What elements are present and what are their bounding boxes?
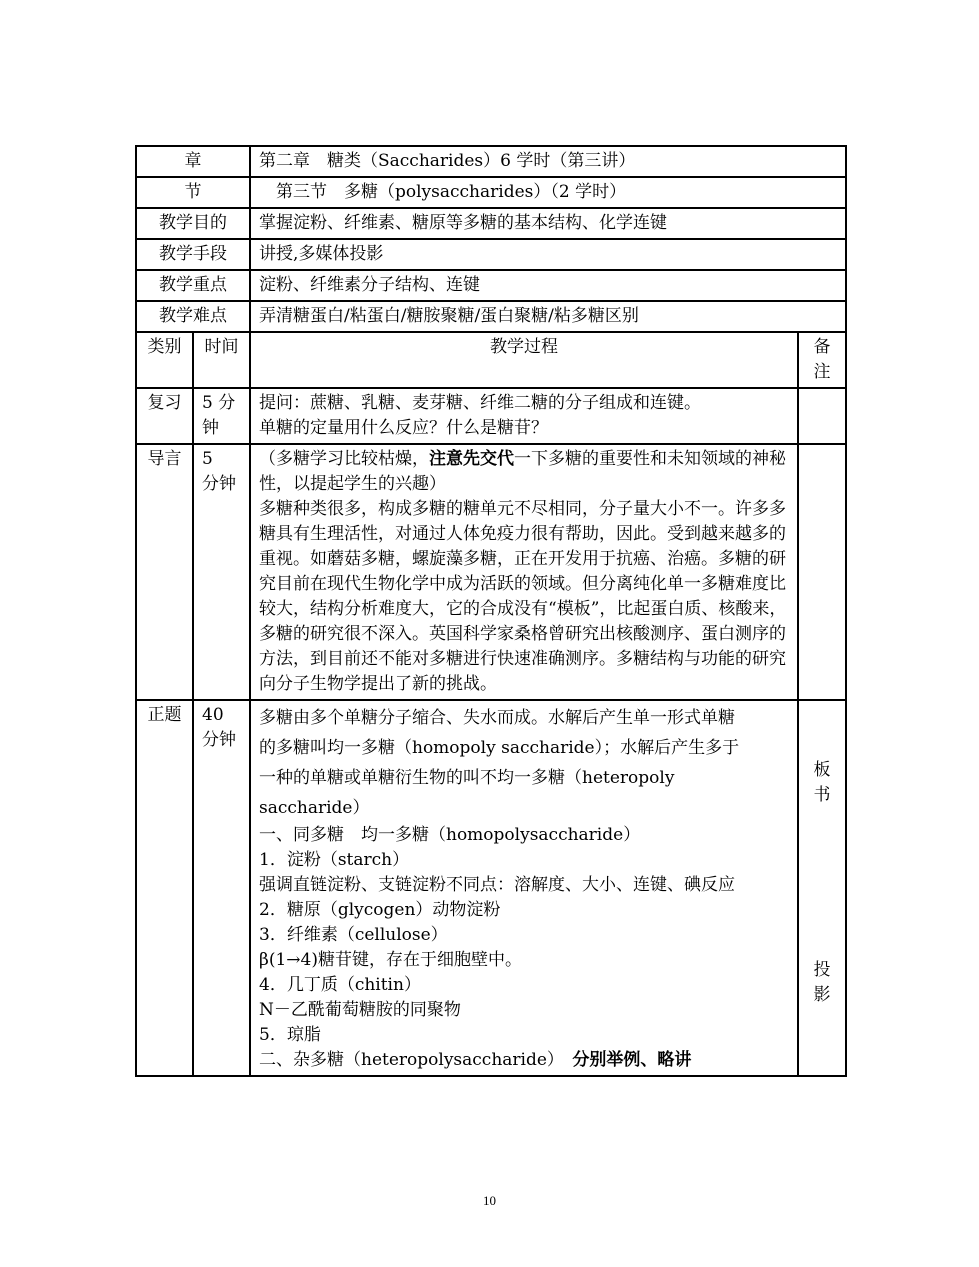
- row-method: [136, 239, 846, 270]
- note-header: [798, 332, 846, 388]
- difficulties-value: 弄清糖蛋白/粘蛋白/糖胺聚糖/蛋白聚糖/粘多糖区别: [250, 301, 846, 332]
- intro-category: 导言: [136, 444, 193, 700]
- row-intro: [136, 444, 846, 700]
- row-main: [136, 700, 846, 1076]
- review-time-line1: 5 分: [202, 393, 236, 413]
- objective-label: 教学目的: [136, 208, 250, 239]
- intro-paragraph: 多糖种类很多，构成多糖的糖单元不尽相同，分子量大小不一。许多多糖具有生理活性，对通过人体免疫力很有帮助，因此。受到越来越多的重视。如蘑菇多糖，螺旋藻多糖，正在开发用于抗癌、治癌。多糖的研究目前在现代生物化学中成为活跃的领域。但分离纯化单一多糖难度比较大，结构分析难度大，它的合成没有“模板”，比起蛋白质、核酸来，多糖的研究很不深入。英国科学家桑格曾研究出核酸测序、蛋白测序的方法，到目前还不能对多糖进行快速准确测序。多糖结构与功能的研究向分子生物学提出了新的挑战。: [259, 499, 787, 694]
- section-label: 节: [136, 177, 250, 208]
- intro-time-line1: 5: [202, 449, 213, 469]
- heteropoly-heading: 二、杂多糖（heteropolysaccharide）: [259, 1050, 556, 1070]
- outline-line-6: β(1→4)糖苷键，存在于细胞壁中。: [259, 950, 522, 970]
- objective-value: 掌握淀粉、纤维素、糖原等多糖的基本结构、化学连键: [250, 208, 846, 239]
- main-outline: [259, 823, 789, 1073]
- review-time: [193, 388, 250, 444]
- key-points-value: 淀粉、纤维素分子结构、连键: [250, 270, 846, 301]
- main-intro-line-3: 一种的单糖或单糖衍生物的叫不均一多糖（heteropoly: [259, 768, 675, 788]
- note-header-line2: 注: [813, 362, 831, 382]
- outline-line-10: [259, 1048, 789, 1073]
- review-content: [250, 388, 798, 444]
- intro-lead-text: （多糖学习比较枯燥，: [259, 449, 429, 469]
- row-section: [136, 177, 846, 208]
- outline-line-4: 2．糖原（glycogen）动物淀粉: [259, 900, 501, 920]
- row-difficulties: [136, 301, 846, 332]
- key-points-label: 教学重点: [136, 270, 250, 301]
- main-time-line1: 40: [202, 705, 224, 725]
- intro-content: [250, 444, 798, 700]
- review-line-2: 单糖的定量用什么反应？什么是糖苷？: [259, 418, 548, 438]
- row-column-headers: [136, 332, 846, 388]
- intro-time-line2: 分钟: [202, 474, 236, 494]
- difficulties-label: 教学难点: [136, 301, 250, 332]
- main-intro-line-1: 多糖由多个单糖分子缩合、失水而成。水解后产生单一形式单糖: [259, 708, 735, 728]
- intro-time: [193, 444, 250, 700]
- heteropoly-emphasis: 分别举例、略讲: [572, 1050, 692, 1070]
- main-content: [250, 700, 798, 1076]
- outline-line-5: 3．纤维素（cellulose）: [259, 925, 448, 945]
- chapter-label: 章: [136, 146, 250, 177]
- note-projection-1: 投: [813, 960, 831, 980]
- review-note: [798, 388, 846, 444]
- note-header-line1: 备: [813, 337, 831, 357]
- main-intro-line-4: saccharide）: [259, 798, 370, 818]
- method-value: 讲授,多媒体投影: [250, 239, 846, 270]
- review-line-1: 提问：蔗糖、乳糖、麦芽糖、纤维二糖的分子组成和连键。: [259, 393, 701, 413]
- main-note: [798, 700, 846, 1076]
- row-review: [136, 388, 846, 444]
- process-header: 教学过程: [250, 332, 798, 388]
- outline-line-9: 5．琼脂: [259, 1025, 321, 1045]
- time-header: 时间: [193, 332, 250, 388]
- review-category: 复习: [136, 388, 193, 444]
- row-key-points: [136, 270, 846, 301]
- page-number: 10: [483, 1193, 496, 1208]
- note-projection-2: 影: [813, 985, 831, 1005]
- main-time-line2: 分钟: [202, 730, 236, 750]
- outline-line-2: 1．淀粉（starch）: [259, 850, 410, 870]
- lesson-plan-table: [135, 145, 847, 1077]
- intro-lead-rest: 一下多糖的重要性和未知领域的神秘性，以提起学生的兴趣）: [259, 449, 786, 494]
- note-blackboard-1: 板: [813, 760, 831, 780]
- outline-line-3: 强调直链淀粉、支链淀粉不同点：溶解度、大小、连键、碘反应: [259, 875, 735, 895]
- method-label: 教学手段: [136, 239, 250, 270]
- intro-emphasis: 注意先交代: [429, 449, 514, 469]
- chapter-value: 第二章 糖类（Saccharides）6 学时（第三讲）: [250, 146, 846, 177]
- outline-line-7: 4．几丁质（chitin）: [259, 975, 421, 995]
- section-value: 第三节 多糖（polysaccharides）（2 学时）: [250, 177, 846, 208]
- main-intro-line-2: 的多糖叫均一多糖（homopoly saccharide）；水解后产生多于: [259, 738, 740, 758]
- main-time: [193, 700, 250, 1076]
- row-objective: [136, 208, 846, 239]
- row-chapter: [136, 146, 846, 177]
- outline-line-1: 一、同多糖 均一多糖（homopolysaccharide）: [259, 825, 641, 845]
- main-category: 正题: [136, 700, 193, 1076]
- main-intro-block: [259, 703, 789, 823]
- intro-note: [798, 444, 846, 700]
- note-blackboard-2: 书: [813, 785, 831, 805]
- review-time-line2: 钟: [202, 418, 219, 438]
- outline-line-8: N－乙酰葡萄糖胺的同聚物: [259, 1000, 461, 1020]
- category-header: 类别: [136, 332, 193, 388]
